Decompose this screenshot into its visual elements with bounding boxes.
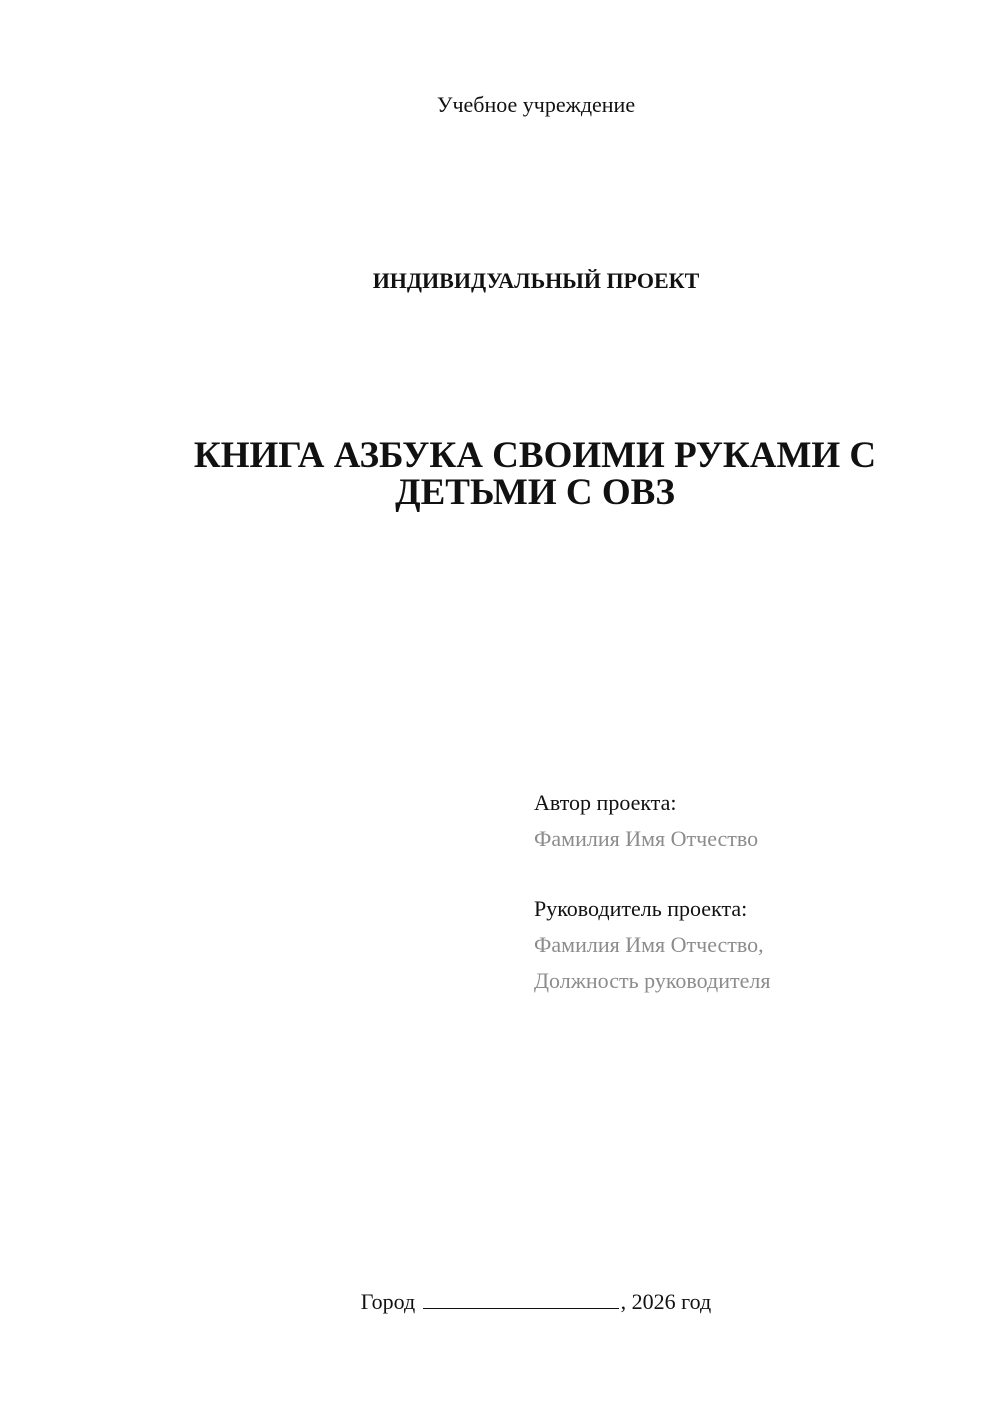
supervisor-position: Должность руководителя [534,968,771,993]
project-title-line-1: КНИГА АЗБУКА СВОИМИ РУКАМИ С [193,435,877,476]
year-text: , 2026 год [620,1289,712,1314]
supervisor-label: Руководитель проекта: [534,896,748,921]
project-title [120,437,950,511]
author-block [534,785,758,857]
footer-city-year [0,1288,1000,1315]
supervisor-name: Фамилия Имя Отчество, [534,932,764,957]
supervisor-block [534,891,770,999]
author-name: Фамилия Имя Отчество [534,826,759,851]
author-label: Автор проекта: [534,790,677,815]
project-type-heading: ИНДИВИДУАЛЬНЫЙ ПРОЕКТ [372,268,700,293]
city-blank-line [423,1288,619,1309]
city-label: Город [360,1289,416,1314]
project-title-line-2: ДЕТЬМИ С ОВЗ [395,472,675,513]
institution-name: Учебное учреждение [436,92,636,117]
